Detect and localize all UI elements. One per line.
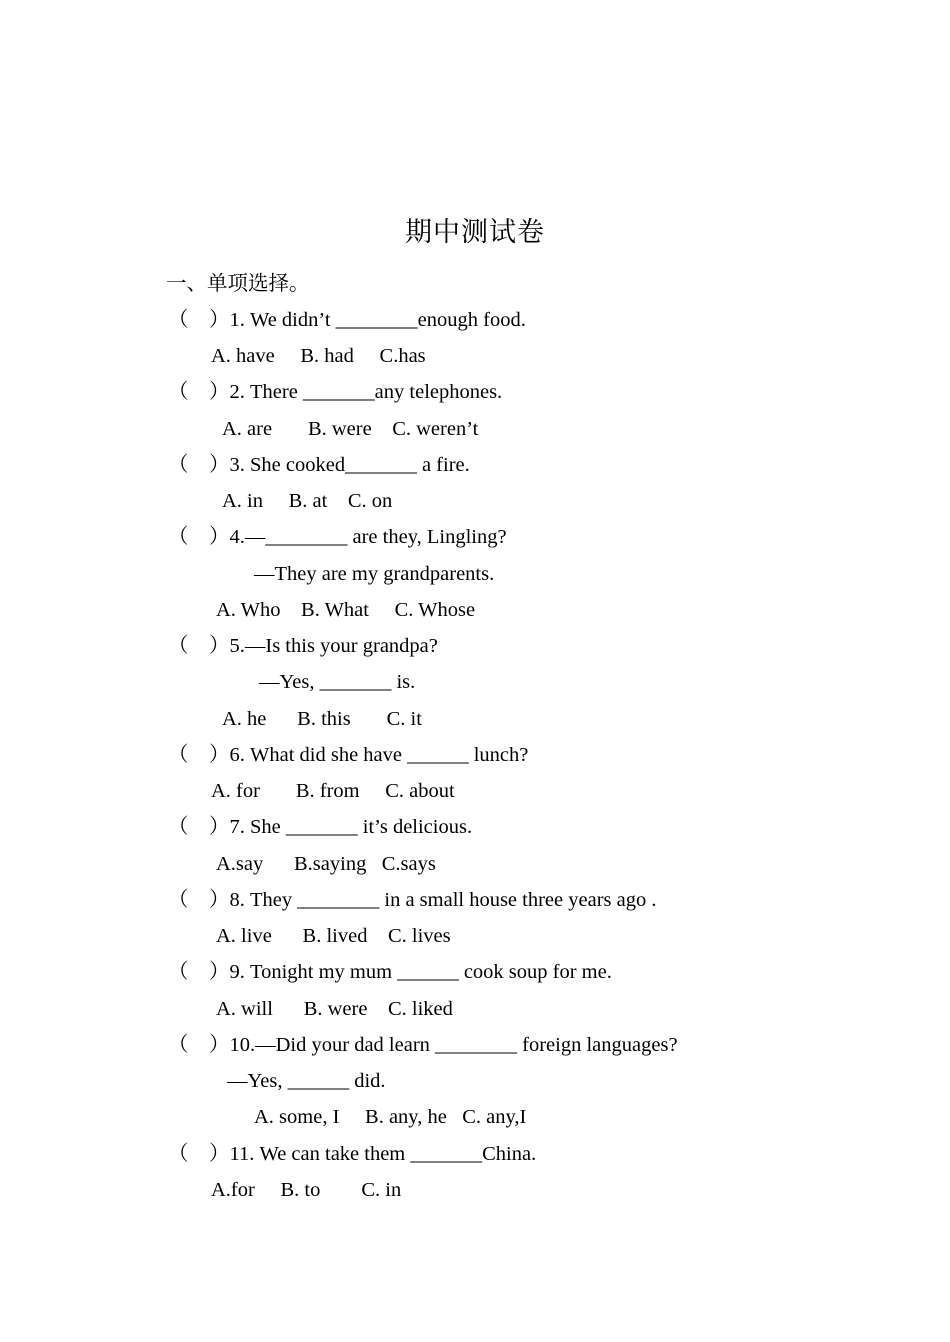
question-5-response: —Yes, _______ is.	[259, 671, 416, 693]
options-1: A. have B. had C.has	[211, 345, 426, 367]
options-2: A. are B. were C. weren’t	[222, 418, 479, 440]
options-6: A. for B. from C. about	[211, 780, 455, 802]
question-9: （ ）9. Tonight my mum ______ cook soup for me.	[168, 961, 612, 983]
question-2: （ ）2. There _______any telephones.	[168, 381, 503, 403]
question-10: （ ）10.—Did your dad learn ________ foreign languages?	[168, 1034, 678, 1056]
question-4-response: —They are my grandparents.	[254, 563, 495, 585]
options-5: A. he B. this C. it	[222, 708, 422, 730]
question-7: （ ）7. She _______ it’s delicious.	[168, 816, 473, 838]
options-7: A.say B.saying C.says	[216, 853, 436, 875]
question-4: （ ）4.—________ are they, Lingling?	[168, 526, 507, 548]
options-10: A. some, I B. any, he C. any,I	[254, 1106, 527, 1128]
options-3: A. in B. at C. on	[222, 490, 393, 512]
question-5: （ ）5.—Is this your grandpa?	[168, 635, 438, 657]
question-1: （ ）1. We didn’t ________enough food.	[168, 309, 526, 331]
options-4: A. Who B. What C. Whose	[216, 599, 476, 621]
options-8: A. live B. lived C. lives	[216, 925, 451, 947]
question-3: （ ）3. She cooked_______ a fire.	[168, 454, 470, 476]
question-11: （ ）11. We can take them _______China.	[168, 1143, 537, 1165]
question-6: （ ）6. What did she have ______ lunch?	[168, 744, 529, 766]
options-11: A.for B. to C. in	[211, 1179, 402, 1201]
page-title: 期中测试卷	[405, 217, 545, 247]
question-8: （ ）8. They ________ in a small house three years ago .	[168, 889, 657, 911]
question-10-response: —Yes, ______ did.	[227, 1070, 386, 1092]
options-9: A. will B. were C. liked	[216, 998, 453, 1020]
section-heading: 一、单项选择。	[166, 273, 310, 295]
